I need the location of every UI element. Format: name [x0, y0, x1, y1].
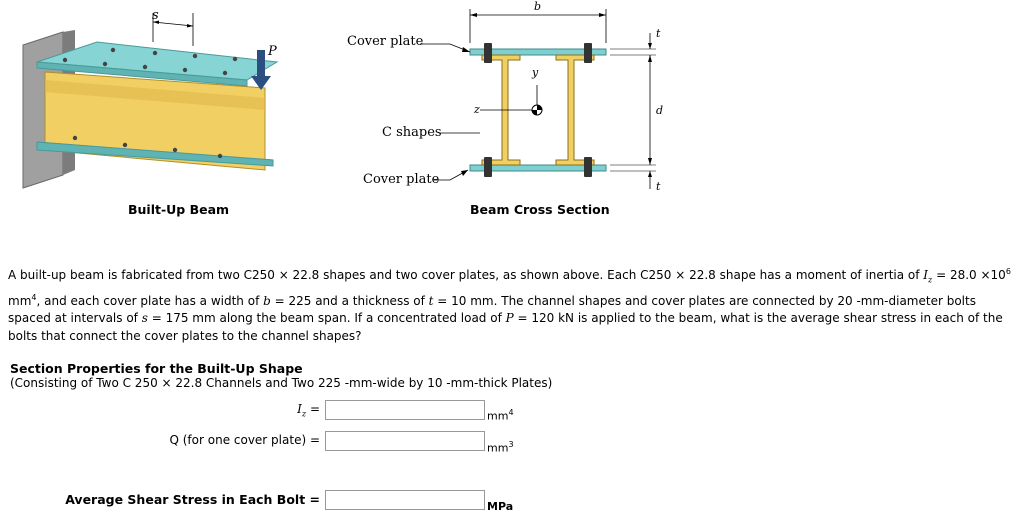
bolt-head	[111, 48, 115, 52]
problem-text: , and each cover plate has a width of	[36, 293, 264, 308]
centroid-quadrant	[537, 105, 542, 110]
unit-exponent: 4	[508, 408, 514, 417]
bolt-head	[63, 58, 67, 62]
bolt-head	[183, 68, 187, 72]
var-z: z	[928, 275, 933, 285]
caption-beam-cross-section: Beam Cross Section	[470, 202, 610, 217]
problem-text: = 225 and a thickness of	[270, 293, 429, 308]
var-I: I	[297, 402, 302, 416]
var-s: s	[141, 311, 148, 326]
bolt-head	[153, 51, 157, 55]
dim-b-arrow-left	[470, 13, 477, 17]
label-c-shapes: C shapes	[382, 125, 442, 140]
exponent: 6	[1005, 267, 1011, 276]
axis-y-label: y	[532, 66, 539, 79]
bolt-head	[143, 65, 147, 69]
bolt-head	[233, 57, 237, 61]
problem-text: mm	[8, 293, 32, 308]
label-cover-plate-top: Cover plate	[347, 34, 424, 49]
bolt-icon	[484, 43, 492, 63]
dim-d-arrow-top	[648, 55, 652, 62]
bolt-head	[223, 71, 227, 75]
leader-arrow	[462, 47, 470, 52]
bolt-icon	[484, 157, 492, 177]
centroid-quadrant	[532, 110, 537, 115]
bolt-head	[123, 143, 127, 147]
bolt-head	[173, 148, 177, 152]
unit-text: mm	[487, 409, 509, 423]
avg-shear-stress-input[interactable]	[325, 490, 485, 510]
label-s: s	[152, 8, 159, 23]
avg-shear-stress-label: Average Shear Stress in Each Bolt =	[65, 492, 320, 507]
dim-t-top-label: t	[656, 27, 661, 40]
q-unit	[487, 440, 514, 455]
var-I: I	[923, 268, 929, 282]
dim-t-bottom-arrow	[648, 171, 652, 177]
problem-text: = 10 mm. The channel shapes and cover plates are connected by 20 -mm-diameter bolts spaced at intervals of	[8, 293, 976, 326]
right-channel-section	[556, 55, 594, 165]
iz-input[interactable]	[325, 400, 485, 420]
exponent: 4	[31, 292, 37, 302]
bolt-icon	[584, 157, 592, 177]
problem-statement	[8, 263, 1018, 345]
equals: =	[306, 402, 320, 416]
problem-text: = 175 mm along the beam span. If a concentrated load of	[147, 311, 506, 326]
unit-text: mm	[487, 441, 509, 455]
leader-lines	[400, 30, 480, 190]
var-t: t	[428, 293, 434, 308]
problem-text: = 120 kN is applied to the beam, what is the average shear stress in each of the bolts that connect the cover plates to the channel shapes?	[8, 311, 1003, 343]
dim-t-top-arrow	[648, 43, 652, 49]
bolt-head	[193, 54, 197, 58]
var-P: P	[505, 311, 514, 326]
problem-text: = 28.0 ×10	[932, 268, 1006, 282]
bolt-head	[73, 136, 77, 140]
var-z: z	[301, 409, 307, 419]
caption-built-up-beam: Built-Up Beam	[128, 202, 230, 217]
dim-b-label: b	[534, 0, 542, 13]
dim-b-arrow-right	[599, 13, 606, 17]
bolt-head	[218, 154, 222, 158]
built-up-beam-figure	[15, 10, 315, 200]
problem-text: A built-up beam is fabricated from two C250 × 22.8 shapes and two cover plates, as shown above. Each C250 × 22.8 shape has a moment of inertia of	[8, 268, 924, 282]
section-title: Section Properties for the Built-Up Shape	[10, 361, 303, 376]
bolt-head	[103, 62, 107, 66]
axis-z-label: z	[474, 103, 480, 116]
dim-s-arrow-right	[187, 24, 193, 28]
dim-t-bottom-label: t	[656, 180, 661, 193]
dim-d-arrow-bottom	[648, 158, 652, 165]
dim-d-label: d	[656, 104, 664, 117]
var-b: b	[263, 293, 271, 308]
bolt-icon	[584, 43, 592, 63]
section-subtitle: (Consisting of Two C 250 × 22.8 Channels and Two 225 -mm-wide by 10 -mm-thick Plates)	[10, 376, 553, 390]
iz-unit	[487, 408, 514, 423]
avg-shear-stress-unit: MPa	[487, 500, 514, 513]
q-input[interactable]	[325, 431, 485, 451]
iz-label	[280, 402, 320, 418]
unit-exponent: 3	[508, 440, 514, 449]
q-label: Q (for one cover plate) =	[169, 433, 320, 447]
leader-arrow	[461, 170, 468, 176]
label-cover-plate-bottom: Cover plate	[363, 172, 440, 187]
label-P: P	[268, 44, 277, 59]
